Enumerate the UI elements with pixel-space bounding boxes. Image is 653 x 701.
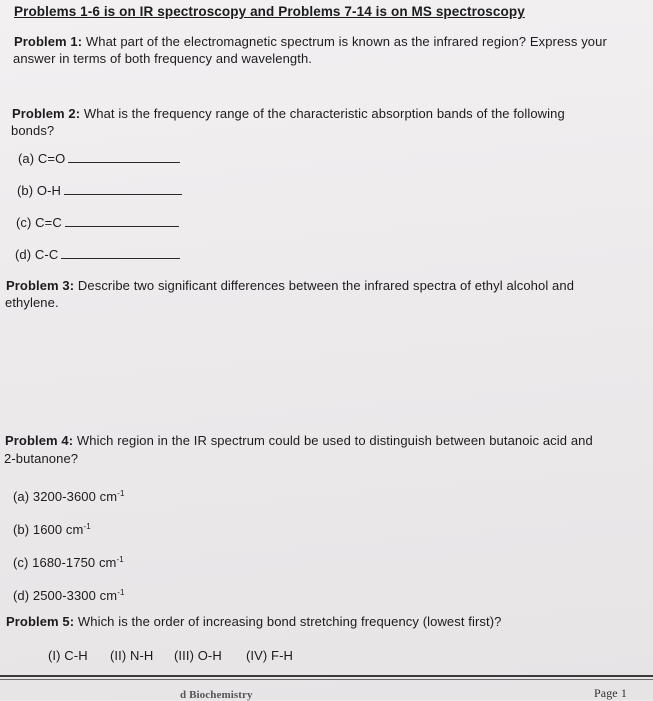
footer-course: d Biochemistry [180,689,253,701]
page-number: Page 1 [594,686,627,700]
problem-5-option-2: (II) N-H [110,648,154,663]
problem-4-text: Which region in the IR spectrum could be used to distinguish between butanoic acid and [73,433,593,448]
footer-rule [0,675,653,677]
problem-2-option-d: (d) C-C [15,247,180,262]
problem-4-line-2: 2-butanone? [4,451,79,466]
problem-4-option-d: (d) 2500-3300 $cm^{-1}$ [13,588,125,603]
problem-5-label: Problem 5: [6,614,75,629]
problem-2-line-2: bonds? [11,123,55,138]
answer-blank [61,247,180,259]
problem-4-option-b: (b) 1600 $cm^{-1}$ [13,522,91,537]
problem-2-line-1 [12,106,565,121]
problem-2-option-a: (a) C=O [18,151,180,166]
problem-3-label: Problem 3: [6,278,75,293]
problem-4-option-a: (a) 3200-3600 $cm^{-1}$ [13,489,125,504]
problem-4-label: Problem 4: [5,433,74,448]
problem-2-option-c: (c) C=C [16,215,179,230]
answer-blank [64,183,182,195]
problem-2-option-b: (b) O-H [17,183,182,198]
problem-1-text: What part of the electromagnetic spectrum is known as the infrared region? Express your [82,34,607,49]
problem-5-line-1 [6,614,502,629]
problem-1-label: Problem 1: [14,34,83,49]
problem-5-text: Which is the order of increasing bond stretching frequency (lowest first)? [74,614,502,629]
answer-blank [68,151,180,163]
answer-blank [65,215,179,227]
problem-2-text: What is the frequency range of the characteristic absorption bands of the following [80,106,565,121]
problem-4-option-c: (c) 1680-1750 $cm^{-1}$ [13,555,124,570]
problem-2-label: Problem 2: [12,106,81,121]
problem-3-line-1 [6,278,574,293]
problem-3-text: Describe two significant differences between the infrared spectra of ethyl alcohol and [74,278,575,293]
page-title: Problems 1-6 is on IR spectroscopy and Problems 7-14 is on MS spectroscopy [14,4,525,19]
problem-5-option-1: (I) C-H [48,648,88,663]
problem-5-option-4: (IV) F-H [246,648,294,663]
problem-4-line-1 [5,433,593,448]
problem-5-option-3: (III) O-H [174,648,222,663]
problem-1-line-2: answer in terms of both frequency and wavelength. [13,51,313,66]
problem-1-line-1 [14,34,607,49]
footer-rule-thin [0,679,653,680]
problem-3-line-2: ethylene. [5,295,59,310]
